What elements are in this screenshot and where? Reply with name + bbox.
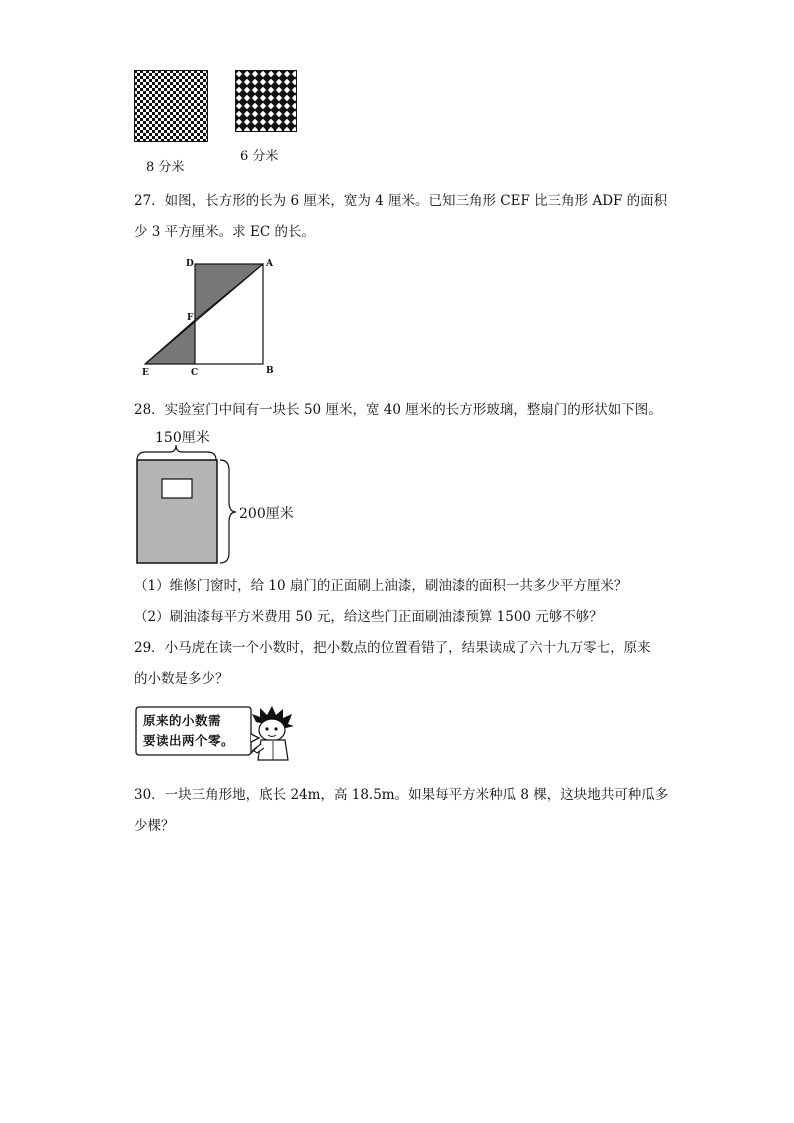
q30-line2: 少棵？ [134,818,175,834]
point-label-C: C [191,368,199,378]
boy-cartoon-icon [248,706,298,762]
label-8dm: 8 分米 [146,160,185,175]
q30-line1: 30．一块三角形地，底长 24m，高 18.5m。如果每平方米种瓜 8 棵，这块地共可种瓜多 [134,787,669,803]
point-label-B: B [266,366,274,376]
q28-sub1: （1）维修门窗时，给 10 扇门的正面刷上油漆，刷油漆的面积一共多少平方厘米？ [134,578,628,594]
point-label-D: D [186,259,194,269]
q28-line1: 28．实验室门中间有一块长 50 厘米，宽 40 厘米的长方形玻璃，整扇门的形状如下图。 [134,402,662,418]
bubble-line1: 原来的小数需 [143,713,222,728]
q27-line2: 少 3 平方厘米。求 EC 的长。 [134,224,315,240]
point-label-A: A [266,259,273,269]
checker-square-8dm [134,70,208,142]
q27-diagram [140,262,280,377]
q28-sub2: （2）刷油漆每平方米费用 50 元，给这些门正面刷油漆预算 1500 元够不够？ [134,609,603,625]
point-label-F: F [187,313,194,323]
diamond-square-6dm [235,70,297,132]
q29-line2: 的小数是多少？ [134,671,229,687]
bubble-line2: 要读出两个零。 [143,733,235,748]
q29-line1: 29．小马虎在读一个小数时，把小数点的位置看错了，结果读成了六十九万零七，原来 [134,640,651,656]
q27-line1: 27．如图，长方形的长为 6 厘米，宽为 4 厘米。已知三角形 CEF 比三角形 ADF 的面积 [134,193,668,209]
label-6dm: 6 分米 [240,149,279,164]
door-height-label: 200厘米 [239,506,294,522]
door-diagram [134,442,244,566]
door-width-label: 150厘米 [155,430,210,446]
point-label-E: E [142,368,149,378]
